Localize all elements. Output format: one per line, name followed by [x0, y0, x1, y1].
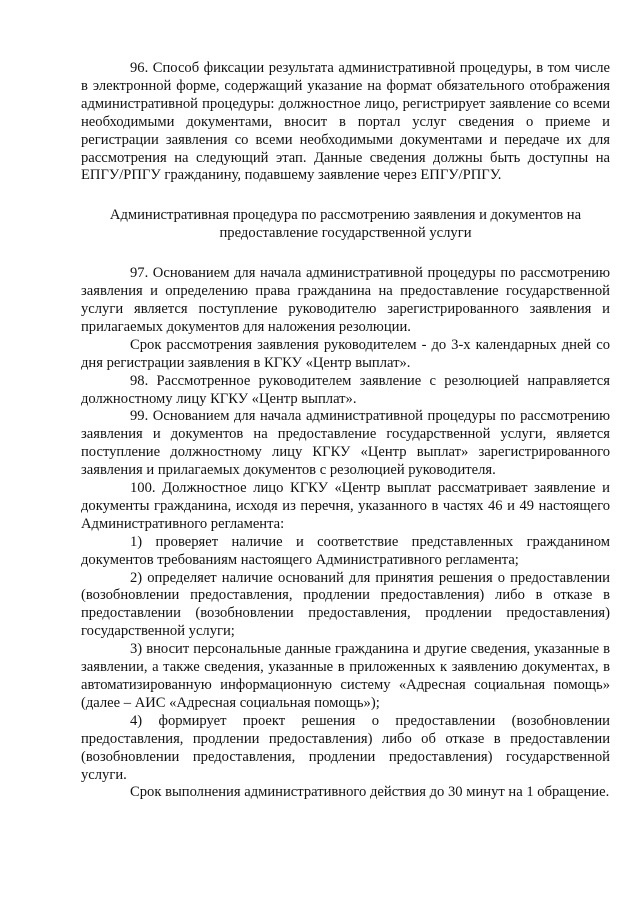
document-body: [81, 60, 610, 802]
list-item-2: 2) определяет наличие оснований для принятия решения о предоставлении (возобновлении предоставления, продлении предоставления) либо в отказе в предоставлении (возобновлении предоставления, продлении предоставления) государственной услуги;: [81, 569, 610, 640]
paragraph-96: 96. Способ фиксации результата административной процедуры, в том числе в электронной форме, содержащий указание на формат обязательного отображения административной процедуры: должностное лицо, регистрирует заявление со всеми необходимыми документами, вносит в портал услуг сведения о приеме и регистрации заявления со всеми необходимыми документами и передаче их для рассмотрения на следующий этап. Данные сведения должны быть доступны на ЕПГУ/РПГУ гражданину, подавшему заявление через ЕПГУ/РПГУ.: [81, 60, 610, 184]
list-item-4: 4) формирует проект решения о предоставлении (возобновлении предоставления, продлении предоставления) либо об отказе в предоставлении (возобновлении предоставления, продлении предоставления) государственной услуги.: [81, 712, 610, 783]
paragraph-97-term: Срок рассмотрения заявления руководителем - до 3-х календарных дней со дня регистрации заявления в КГКУ «Центр выплат».: [81, 336, 610, 371]
paragraph-98: 98. Рассмотренное руководителем заявление с резолюцией направляется должностному лицу КГКУ «Центр выплат».: [81, 372, 610, 407]
list-item-1: 1) проверяет наличие и соответствие представленных гражданином документов требованиям настоящего Административного регламента;: [81, 533, 610, 568]
paragraph-99: 99. Основанием для начала административной процедуры по рассмотрению заявления и документов на предоставление государственной услуги, является поступление должностному лицу КГКУ «Центр выплат» зарегистрированного заявления и прилагаемых документов с резолюцией руководителя.: [81, 408, 610, 479]
paragraph-100: 100. Должностное лицо КГКУ «Центр выплат рассматривает заявление и документы гражданина, исходя из перечня, указанного в частях 46 и 49 настоящего Административного регламента:: [81, 480, 610, 532]
paragraph-97: 97. Основанием для начала административной процедуры по рассмотрению заявления и определению права гражданина на предоставление государственной услуги является поступление руководителю зарегистрированного заявления и прилагаемых документов для наложения резолюции.: [81, 265, 610, 335]
section-heading: Административная процедура по рассмотрению заявления и документов на предоставление государственной услуги: [109, 207, 582, 242]
list-item-3: 3) вносит персональные данные гражданина и другие сведения, указанные в заявлении, а также сведения, указанные в приложенных к заявлению документах, в автоматизированную информационную систему «Адресная социальная помощь» (далее – АИС «Адресная социальная помощь»);: [81, 641, 610, 711]
paragraph-100-term: Срок выполнения административного действия до 30 минут на 1 обращение.: [130, 784, 610, 801]
